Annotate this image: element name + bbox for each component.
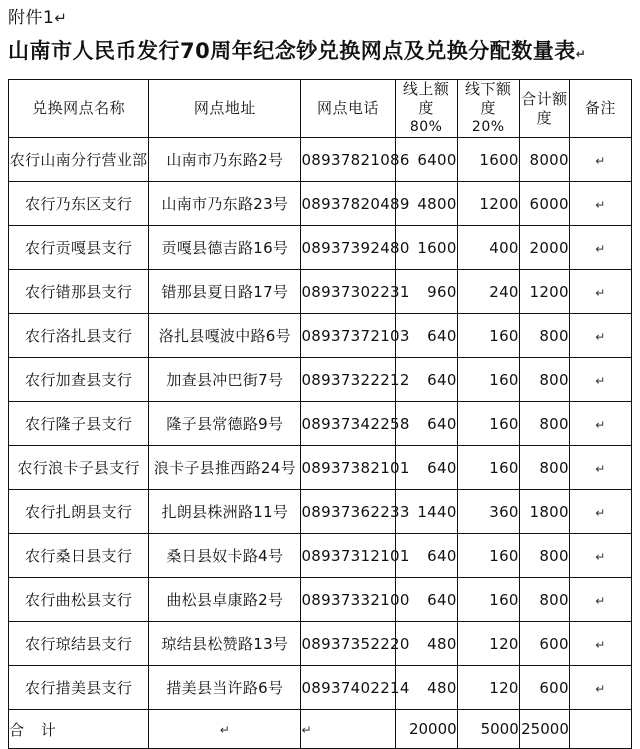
table-header-row xyxy=(9,80,632,138)
cell-total-quota: 800 xyxy=(519,534,569,578)
cell-offline-quota: 160 xyxy=(457,314,519,358)
cell-total-quota: 800 xyxy=(519,358,569,402)
table-row xyxy=(9,490,632,534)
cell-outlet-phone: 08937342258 xyxy=(301,402,395,446)
table-row xyxy=(9,182,632,226)
cell-outlet-address: 洛扎县嘎波中路6号 xyxy=(149,314,301,358)
cell-remark xyxy=(569,578,631,622)
cell-total-quota: 2000 xyxy=(519,226,569,270)
cell-offline-quota: 120 xyxy=(457,622,519,666)
cell-outlet-phone: 08937820489 xyxy=(301,182,395,226)
cell-remark xyxy=(569,358,631,402)
table-row xyxy=(9,446,632,490)
cell-outlet-address: 隆子县常德路9号 xyxy=(149,402,301,446)
attachment-label-text: 附件1 xyxy=(8,8,55,28)
cell-outlet-phone: 08937362233 xyxy=(301,490,395,534)
header-cell-address: 网点地址 xyxy=(149,80,301,138)
table-row xyxy=(9,226,632,270)
table-row xyxy=(9,666,632,710)
header-offline-quota-main: 线下额度 xyxy=(464,80,512,117)
cell-offline-quota: 160 xyxy=(457,358,519,402)
cell-remark xyxy=(569,490,631,534)
cell-outlet-name: 农行浪卡子县支行 xyxy=(9,446,149,490)
cell-outlet-address: 措美县当许路6号 xyxy=(149,666,301,710)
cell-outlet-phone: 08937382101 xyxy=(301,446,395,490)
cell-total-online-quota: 20000 xyxy=(395,710,457,749)
cell-total-quota: 800 xyxy=(519,314,569,358)
paragraph-mark-icon: ↵ xyxy=(595,241,606,256)
table-row xyxy=(9,270,632,314)
cell-outlet-name: 农行山南分行营业部 xyxy=(9,138,149,182)
cell-total-quota: 8000 xyxy=(519,138,569,182)
cell-online-quota: 1440 xyxy=(395,490,457,534)
cell-remark xyxy=(569,446,631,490)
cell-remark xyxy=(569,314,631,358)
paragraph-mark-icon: ↵ xyxy=(595,285,606,300)
cell-outlet-name: 农行乃东区支行 xyxy=(9,182,149,226)
cell-outlet-name: 农行桑日县支行 xyxy=(9,534,149,578)
cell-total-quota: 600 xyxy=(519,622,569,666)
cell-offline-quota: 1200 xyxy=(457,182,519,226)
cell-offline-quota: 240 xyxy=(457,270,519,314)
paragraph-mark-icon: ↵ xyxy=(595,461,606,476)
page-title-text: 山南市人民币发行70周年纪念钞兑换网点及兑换分配数量表 xyxy=(8,39,576,63)
cell-online-quota: 640 xyxy=(395,402,457,446)
paragraph-mark-icon: ↵ xyxy=(595,593,606,608)
table-row xyxy=(9,578,632,622)
paragraph-mark-icon: ↵ xyxy=(595,329,606,344)
cell-total-address xyxy=(149,710,301,749)
paragraph-mark-icon: ↵ xyxy=(595,373,606,388)
cell-remark xyxy=(569,270,631,314)
header-online-quota-main: 线上额度 xyxy=(402,80,450,117)
table-row xyxy=(9,622,632,666)
table-row xyxy=(9,402,632,446)
cell-online-quota: 480 xyxy=(395,666,457,710)
cell-total-quota: 6000 xyxy=(519,182,569,226)
cell-offline-quota: 1600 xyxy=(457,138,519,182)
cell-offline-quota: 400 xyxy=(457,226,519,270)
cell-offline-quota: 160 xyxy=(457,402,519,446)
cell-total-quota: 800 xyxy=(519,578,569,622)
table-row xyxy=(9,358,632,402)
header-cell-online-quota xyxy=(395,80,457,138)
cell-outlet-name: 农行措美县支行 xyxy=(9,666,149,710)
cell-remark xyxy=(569,138,631,182)
paragraph-mark-icon: ↵ xyxy=(54,9,68,27)
cell-outlet-phone: 08937332100 xyxy=(301,578,395,622)
cell-remark xyxy=(569,622,631,666)
paragraph-mark-icon: ↵ xyxy=(301,723,312,737)
header-online-quota-sub: 80% xyxy=(409,119,443,135)
cell-total-phone xyxy=(301,710,395,749)
cell-outlet-phone: 08937392480 xyxy=(301,226,395,270)
paragraph-mark-icon: ↵ xyxy=(595,637,606,652)
paragraph-mark-icon: ↵ xyxy=(595,549,606,564)
cell-outlet-name: 农行隆子县支行 xyxy=(9,402,149,446)
cell-online-quota: 4800 xyxy=(395,182,457,226)
header-cell-offline-quota xyxy=(457,80,519,138)
table-row xyxy=(9,534,632,578)
cell-remark xyxy=(569,226,631,270)
cell-outlet-phone: 08937821086 xyxy=(301,138,395,182)
header-offline-quota-sub: 20% xyxy=(471,119,505,135)
document-page xyxy=(0,6,640,744)
cell-outlet-address: 加查县冲巴街7号 xyxy=(149,358,301,402)
cell-remark xyxy=(569,534,631,578)
cell-outlet-name: 农行错那县支行 xyxy=(9,270,149,314)
table-row xyxy=(9,314,632,358)
cell-total-quota: 1200 xyxy=(519,270,569,314)
cell-outlet-address: 山南市乃东路23号 xyxy=(149,182,301,226)
cell-offline-quota: 120 xyxy=(457,666,519,710)
cell-total-total-quota: 25000 xyxy=(519,710,569,749)
cell-outlet-address: 桑日县奴卡路4号 xyxy=(149,534,301,578)
cell-total-quota: 1800 xyxy=(519,490,569,534)
cell-remark xyxy=(569,666,631,710)
header-cell-total-quota: 合计额度 xyxy=(519,80,569,138)
table-row xyxy=(9,138,632,182)
cell-online-quota: 640 xyxy=(395,578,457,622)
cell-total-offline-quota: 5000 xyxy=(457,710,519,749)
cell-online-quota: 1600 xyxy=(395,226,457,270)
cell-outlet-address: 琼结县松赞路13号 xyxy=(149,622,301,666)
paragraph-mark-icon: ↵ xyxy=(595,417,606,432)
cell-offline-quota: 160 xyxy=(457,534,519,578)
attachment-label xyxy=(8,6,640,30)
cell-outlet-address: 扎朗县株洲路11号 xyxy=(149,490,301,534)
paragraph-mark-icon: ↵ xyxy=(595,505,606,520)
cell-total-remark xyxy=(569,710,631,749)
cell-online-quota: 640 xyxy=(395,534,457,578)
cell-total-quota: 800 xyxy=(519,446,569,490)
cell-online-quota: 480 xyxy=(395,622,457,666)
cell-outlet-address: 错那县夏日路17号 xyxy=(149,270,301,314)
cell-offline-quota: 360 xyxy=(457,490,519,534)
header-cell-phone: 网点电话 xyxy=(301,80,395,138)
cell-outlet-address: 山南市乃东路2号 xyxy=(149,138,301,182)
cell-outlet-phone: 08937312101 xyxy=(301,534,395,578)
paragraph-mark-icon: ↵ xyxy=(575,47,587,61)
cell-outlet-address: 贡嘎县德吉路16号 xyxy=(149,226,301,270)
cell-outlet-name: 农行琼结县支行 xyxy=(9,622,149,666)
cell-online-quota: 6400 xyxy=(395,138,457,182)
cell-offline-quota: 160 xyxy=(457,446,519,490)
header-cell-name: 兑换网点名称 xyxy=(9,80,149,138)
cell-online-quota: 640 xyxy=(395,314,457,358)
cell-outlet-address: 浪卡子县推西路24号 xyxy=(149,446,301,490)
paragraph-mark-icon: ↵ xyxy=(595,197,606,212)
cell-online-quota: 640 xyxy=(395,446,457,490)
cell-outlet-name: 农行洛扎县支行 xyxy=(9,314,149,358)
cell-outlet-phone: 08937302231 xyxy=(301,270,395,314)
paragraph-mark-icon: ↵ xyxy=(219,723,230,737)
cell-total-label: 合 计 xyxy=(9,710,149,749)
cell-total-quota: 800 xyxy=(519,402,569,446)
cell-offline-quota: 160 xyxy=(457,578,519,622)
table-total-row xyxy=(9,710,632,749)
exchange-outlets-table xyxy=(8,79,632,749)
cell-outlet-phone: 08937322212 xyxy=(301,358,395,402)
cell-outlet-phone: 08937402214 xyxy=(301,666,395,710)
cell-remark xyxy=(569,402,631,446)
page-title xyxy=(8,36,634,69)
paragraph-mark-icon: ↵ xyxy=(595,153,606,168)
cell-outlet-address: 曲松县卓康路2号 xyxy=(149,578,301,622)
cell-online-quota: 640 xyxy=(395,358,457,402)
cell-total-quota: 600 xyxy=(519,666,569,710)
cell-outlet-name: 农行曲松县支行 xyxy=(9,578,149,622)
cell-outlet-name: 农行加查县支行 xyxy=(9,358,149,402)
cell-online-quota: 960 xyxy=(395,270,457,314)
paragraph-mark-icon: ↵ xyxy=(595,681,606,696)
cell-outlet-phone: 08937352220 xyxy=(301,622,395,666)
cell-outlet-phone: 08937372103 xyxy=(301,314,395,358)
header-cell-remark: 备注 xyxy=(569,80,631,138)
cell-outlet-name: 农行扎朗县支行 xyxy=(9,490,149,534)
cell-remark xyxy=(569,182,631,226)
cell-outlet-name: 农行贡嘎县支行 xyxy=(9,226,149,270)
